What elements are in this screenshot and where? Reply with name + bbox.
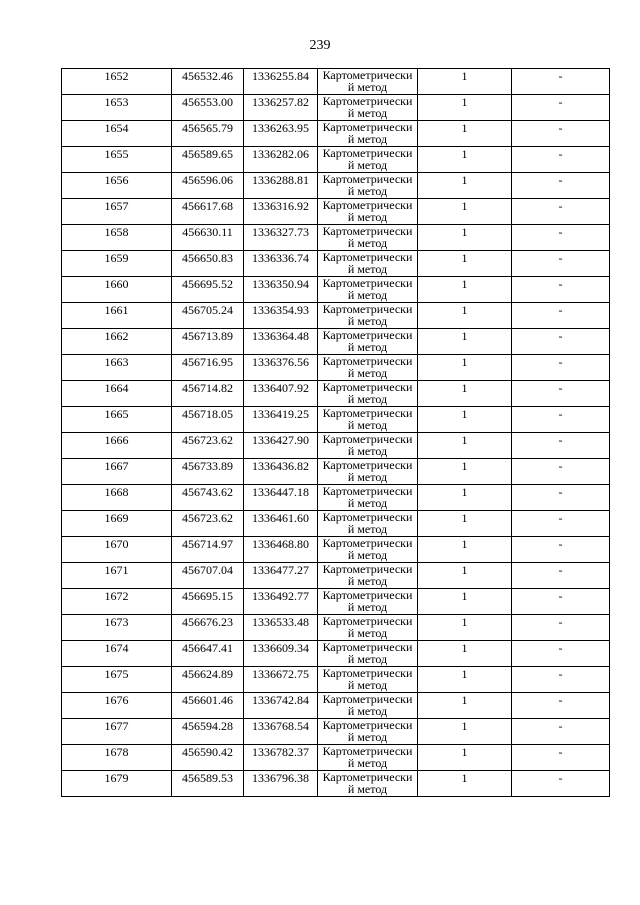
x-coordinate-cell: 456743.62 xyxy=(172,485,244,511)
accuracy-cell: 1 xyxy=(418,589,512,615)
y-coordinate-cell: 1336468.80 xyxy=(244,537,318,563)
accuracy-cell: 1 xyxy=(418,433,512,459)
point-number-cell: 1658 xyxy=(62,225,172,251)
x-coordinate-cell: 456532.46 xyxy=(172,69,244,95)
accuracy-cell: 1 xyxy=(418,225,512,251)
y-coordinate-cell: 1336672.75 xyxy=(244,667,318,693)
note-cell: - xyxy=(512,225,610,251)
x-coordinate-cell: 456676.23 xyxy=(172,615,244,641)
method-cell xyxy=(318,69,418,95)
method-line-1: Картометрически xyxy=(322,406,413,420)
y-coordinate-cell: 1336288.81 xyxy=(244,173,318,199)
point-number-cell: 1676 xyxy=(62,693,172,719)
x-coordinate-cell: 456714.82 xyxy=(172,381,244,407)
method-cell xyxy=(318,771,418,797)
method-line-1: Картометрически xyxy=(322,172,413,186)
accuracy-cell: 1 xyxy=(418,69,512,95)
table-row xyxy=(62,303,610,329)
method-cell xyxy=(318,511,418,537)
y-coordinate-cell: 1336282.06 xyxy=(244,147,318,173)
y-coordinate-cell: 1336419.25 xyxy=(244,407,318,433)
method-line-1: Картометрически xyxy=(322,302,413,316)
method-cell xyxy=(318,95,418,121)
method-cell xyxy=(318,745,418,771)
note-cell: - xyxy=(512,173,610,199)
note-cell: - xyxy=(512,147,610,173)
x-coordinate-cell: 456553.00 xyxy=(172,95,244,121)
accuracy-cell: 1 xyxy=(418,95,512,121)
method-line-2: й метод xyxy=(347,288,388,302)
method-line-2: й метод xyxy=(347,210,388,224)
note-cell: - xyxy=(512,303,610,329)
note-cell: - xyxy=(512,459,610,485)
method-line-2: й метод xyxy=(347,704,388,718)
note-cell: - xyxy=(512,693,610,719)
accuracy-cell: 1 xyxy=(418,537,512,563)
note-cell: - xyxy=(512,95,610,121)
method-cell xyxy=(318,589,418,615)
method-line-2: й метод xyxy=(347,106,388,120)
point-number-cell: 1659 xyxy=(62,251,172,277)
y-coordinate-cell: 1336609.34 xyxy=(244,641,318,667)
table-row xyxy=(62,459,610,485)
table-row xyxy=(62,199,610,225)
method-line-1: Картометрически xyxy=(322,250,413,264)
note-cell: - xyxy=(512,69,610,95)
point-number-cell: 1669 xyxy=(62,511,172,537)
point-number-cell: 1660 xyxy=(62,277,172,303)
method-line-1: Картометрически xyxy=(322,562,413,576)
method-line-2: й метод xyxy=(347,444,388,458)
note-cell: - xyxy=(512,199,610,225)
point-number-cell: 1662 xyxy=(62,329,172,355)
y-coordinate-cell: 1336427.90 xyxy=(244,433,318,459)
table-row xyxy=(62,69,610,95)
accuracy-cell: 1 xyxy=(418,459,512,485)
accuracy-cell: 1 xyxy=(418,381,512,407)
table-row xyxy=(62,433,610,459)
method-line-1: Картометрически xyxy=(322,458,413,472)
method-line-2: й метод xyxy=(347,678,388,692)
method-line-2: й метод xyxy=(347,236,388,250)
x-coordinate-cell: 456707.04 xyxy=(172,563,244,589)
method-line-1: Картометрически xyxy=(322,640,413,654)
method-cell xyxy=(318,641,418,667)
method-line-1: Картометрически xyxy=(322,380,413,394)
table-row xyxy=(62,329,610,355)
method-cell xyxy=(318,355,418,381)
accuracy-cell: 1 xyxy=(418,641,512,667)
method-line-2: й метод xyxy=(347,574,388,588)
method-cell xyxy=(318,615,418,641)
y-coordinate-cell: 1336255.84 xyxy=(244,69,318,95)
point-number-cell: 1663 xyxy=(62,355,172,381)
method-line-1: Картометрически xyxy=(322,744,413,758)
y-coordinate-cell: 1336257.82 xyxy=(244,95,318,121)
y-coordinate-cell: 1336354.93 xyxy=(244,303,318,329)
accuracy-cell: 1 xyxy=(418,485,512,511)
point-number-cell: 1671 xyxy=(62,563,172,589)
accuracy-cell: 1 xyxy=(418,563,512,589)
table-row xyxy=(62,95,610,121)
point-number-cell: 1664 xyxy=(62,381,172,407)
table-row xyxy=(62,121,610,147)
method-line-2: й метод xyxy=(347,470,388,484)
point-number-cell: 1678 xyxy=(62,745,172,771)
y-coordinate-cell: 1336407.92 xyxy=(244,381,318,407)
point-number-cell: 1673 xyxy=(62,615,172,641)
point-number-cell: 1653 xyxy=(62,95,172,121)
method-cell xyxy=(318,433,418,459)
note-cell: - xyxy=(512,381,610,407)
method-cell xyxy=(318,277,418,303)
point-number-cell: 1655 xyxy=(62,147,172,173)
method-line-2: й метод xyxy=(347,730,388,744)
x-coordinate-cell: 456705.24 xyxy=(172,303,244,329)
method-cell xyxy=(318,329,418,355)
method-line-2: й метод xyxy=(347,548,388,562)
method-line-1: Картометрически xyxy=(322,692,413,706)
method-line-1: Картометрически xyxy=(322,484,413,498)
method-line-2: й метод xyxy=(347,158,388,172)
note-cell: - xyxy=(512,641,610,667)
point-number-cell: 1667 xyxy=(62,459,172,485)
y-coordinate-cell: 1336768.54 xyxy=(244,719,318,745)
x-coordinate-cell: 456624.89 xyxy=(172,667,244,693)
method-line-2: й метод xyxy=(347,262,388,276)
method-line-1: Картометрически xyxy=(322,94,413,108)
y-coordinate-cell: 1336742.84 xyxy=(244,693,318,719)
y-coordinate-cell: 1336533.48 xyxy=(244,615,318,641)
method-line-1: Картометрически xyxy=(322,328,413,342)
table-row xyxy=(62,615,610,641)
point-number-cell: 1679 xyxy=(62,771,172,797)
note-cell: - xyxy=(512,407,610,433)
point-number-cell: 1668 xyxy=(62,485,172,511)
point-number-cell: 1652 xyxy=(62,69,172,95)
method-line-1: Картометрически xyxy=(322,614,413,628)
method-line-1: Картометрически xyxy=(322,770,413,784)
table-row xyxy=(62,693,610,719)
y-coordinate-cell: 1336376.56 xyxy=(244,355,318,381)
x-coordinate-cell: 456650.83 xyxy=(172,251,244,277)
y-coordinate-cell: 1336336.74 xyxy=(244,251,318,277)
accuracy-cell: 1 xyxy=(418,745,512,771)
accuracy-cell: 1 xyxy=(418,667,512,693)
y-coordinate-cell: 1336263.95 xyxy=(244,121,318,147)
point-number-cell: 1666 xyxy=(62,433,172,459)
method-line-2: й метод xyxy=(347,626,388,640)
table-row xyxy=(62,355,610,381)
note-cell: - xyxy=(512,719,610,745)
method-cell xyxy=(318,693,418,719)
point-number-cell: 1672 xyxy=(62,589,172,615)
method-cell xyxy=(318,303,418,329)
method-cell xyxy=(318,537,418,563)
note-cell: - xyxy=(512,277,610,303)
accuracy-cell: 1 xyxy=(418,147,512,173)
y-coordinate-cell: 1336436.82 xyxy=(244,459,318,485)
accuracy-cell: 1 xyxy=(418,251,512,277)
y-coordinate-cell: 1336316.92 xyxy=(244,199,318,225)
method-line-2: й метод xyxy=(347,522,388,536)
table-row xyxy=(62,277,610,303)
method-line-2: й метод xyxy=(347,392,388,406)
note-cell: - xyxy=(512,121,610,147)
note-cell: - xyxy=(512,355,610,381)
point-number-cell: 1661 xyxy=(62,303,172,329)
y-coordinate-cell: 1336796.38 xyxy=(244,771,318,797)
method-line-1: Картометрически xyxy=(322,718,413,732)
table-row xyxy=(62,173,610,199)
x-coordinate-cell: 456723.62 xyxy=(172,433,244,459)
note-cell: - xyxy=(512,667,610,693)
method-cell xyxy=(318,381,418,407)
method-line-1: Картометрически xyxy=(322,224,413,238)
accuracy-cell: 1 xyxy=(418,173,512,199)
y-coordinate-cell: 1336461.60 xyxy=(244,511,318,537)
method-line-2: й метод xyxy=(347,340,388,354)
x-coordinate-cell: 456695.15 xyxy=(172,589,244,615)
accuracy-cell: 1 xyxy=(418,277,512,303)
method-line-1: Картометрически xyxy=(322,120,413,134)
x-coordinate-cell: 456733.89 xyxy=(172,459,244,485)
method-line-1: Картометрически xyxy=(322,354,413,368)
table-row xyxy=(62,563,610,589)
x-coordinate-cell: 456714.97 xyxy=(172,537,244,563)
x-coordinate-cell: 456716.95 xyxy=(172,355,244,381)
y-coordinate-cell: 1336447.18 xyxy=(244,485,318,511)
page-number: 239 xyxy=(309,38,331,53)
note-cell: - xyxy=(512,251,610,277)
x-coordinate-cell: 456713.89 xyxy=(172,329,244,355)
point-number-cell: 1665 xyxy=(62,407,172,433)
table-row xyxy=(62,407,610,433)
table-row xyxy=(62,589,610,615)
x-coordinate-cell: 456589.65 xyxy=(172,147,244,173)
note-cell: - xyxy=(512,485,610,511)
coordinates-table xyxy=(61,68,610,797)
x-coordinate-cell: 456596.06 xyxy=(172,173,244,199)
x-coordinate-cell: 456601.46 xyxy=(172,693,244,719)
method-line-2: й метод xyxy=(347,366,388,380)
coordinates-table-body xyxy=(62,69,610,797)
method-cell xyxy=(318,563,418,589)
table-row xyxy=(62,511,610,537)
accuracy-cell: 1 xyxy=(418,407,512,433)
method-cell xyxy=(318,121,418,147)
accuracy-cell: 1 xyxy=(418,303,512,329)
x-coordinate-cell: 456594.28 xyxy=(172,719,244,745)
accuracy-cell: 1 xyxy=(418,771,512,797)
accuracy-cell: 1 xyxy=(418,693,512,719)
table-row xyxy=(62,667,610,693)
x-coordinate-cell: 456723.62 xyxy=(172,511,244,537)
note-cell: - xyxy=(512,771,610,797)
method-line-2: й метод xyxy=(347,652,388,666)
y-coordinate-cell: 1336477.27 xyxy=(244,563,318,589)
accuracy-cell: 1 xyxy=(418,355,512,381)
x-coordinate-cell: 456718.05 xyxy=(172,407,244,433)
method-line-1: Картометрически xyxy=(322,510,413,524)
method-line-2: й метод xyxy=(347,496,388,510)
method-cell xyxy=(318,719,418,745)
method-line-2: й метод xyxy=(347,132,388,146)
y-coordinate-cell: 1336782.37 xyxy=(244,745,318,771)
point-number-cell: 1674 xyxy=(62,641,172,667)
x-coordinate-cell: 456630.11 xyxy=(172,225,244,251)
accuracy-cell: 1 xyxy=(418,121,512,147)
note-cell: - xyxy=(512,745,610,771)
method-line-1: Картометрически xyxy=(322,666,413,680)
y-coordinate-cell: 1336364.48 xyxy=(244,329,318,355)
method-line-1: Картометрически xyxy=(322,432,413,446)
accuracy-cell: 1 xyxy=(418,329,512,355)
method-cell xyxy=(318,173,418,199)
table-row xyxy=(62,537,610,563)
point-number-cell: 1656 xyxy=(62,173,172,199)
method-cell xyxy=(318,407,418,433)
table-row xyxy=(62,641,610,667)
method-cell xyxy=(318,225,418,251)
y-coordinate-cell: 1336327.73 xyxy=(244,225,318,251)
point-number-cell: 1654 xyxy=(62,121,172,147)
method-line-2: й метод xyxy=(347,600,388,614)
table-row xyxy=(62,771,610,797)
point-number-cell: 1675 xyxy=(62,667,172,693)
method-line-2: й метод xyxy=(347,80,388,94)
method-line-1: Картометрически xyxy=(322,276,413,290)
table-row xyxy=(62,225,610,251)
x-coordinate-cell: 456695.52 xyxy=(172,277,244,303)
table-row xyxy=(62,251,610,277)
note-cell: - xyxy=(512,329,610,355)
y-coordinate-cell: 1336492.77 xyxy=(244,589,318,615)
method-cell xyxy=(318,199,418,225)
note-cell: - xyxy=(512,433,610,459)
method-cell xyxy=(318,485,418,511)
method-cell xyxy=(318,251,418,277)
x-coordinate-cell: 456565.79 xyxy=(172,121,244,147)
table-row xyxy=(62,147,610,173)
accuracy-cell: 1 xyxy=(418,719,512,745)
table-row xyxy=(62,719,610,745)
point-number-cell: 1670 xyxy=(62,537,172,563)
method-cell xyxy=(318,667,418,693)
method-line-2: й метод xyxy=(347,418,388,432)
point-number-cell: 1677 xyxy=(62,719,172,745)
y-coordinate-cell: 1336350.94 xyxy=(244,277,318,303)
note-cell: - xyxy=(512,563,610,589)
accuracy-cell: 1 xyxy=(418,199,512,225)
x-coordinate-cell: 456647.41 xyxy=(172,641,244,667)
point-number-cell: 1657 xyxy=(62,199,172,225)
accuracy-cell: 1 xyxy=(418,615,512,641)
method-cell xyxy=(318,459,418,485)
table-row xyxy=(62,485,610,511)
accuracy-cell: 1 xyxy=(418,511,512,537)
method-line-1: Картометрически xyxy=(322,68,413,82)
note-cell: - xyxy=(512,589,610,615)
method-line-1: Картометрически xyxy=(322,536,413,550)
method-cell xyxy=(318,147,418,173)
method-line-1: Картометрически xyxy=(322,146,413,160)
method-line-1: Картометрически xyxy=(322,198,413,212)
x-coordinate-cell: 456589.53 xyxy=(172,771,244,797)
note-cell: - xyxy=(512,615,610,641)
table-row xyxy=(62,381,610,407)
method-line-2: й метод xyxy=(347,782,388,796)
table-row xyxy=(62,745,610,771)
note-cell: - xyxy=(512,537,610,563)
method-line-2: й метод xyxy=(347,184,388,198)
method-line-2: й метод xyxy=(347,756,388,770)
method-line-1: Картометрически xyxy=(322,588,413,602)
x-coordinate-cell: 456590.42 xyxy=(172,745,244,771)
method-line-2: й метод xyxy=(347,314,388,328)
x-coordinate-cell: 456617.68 xyxy=(172,199,244,225)
note-cell: - xyxy=(512,511,610,537)
